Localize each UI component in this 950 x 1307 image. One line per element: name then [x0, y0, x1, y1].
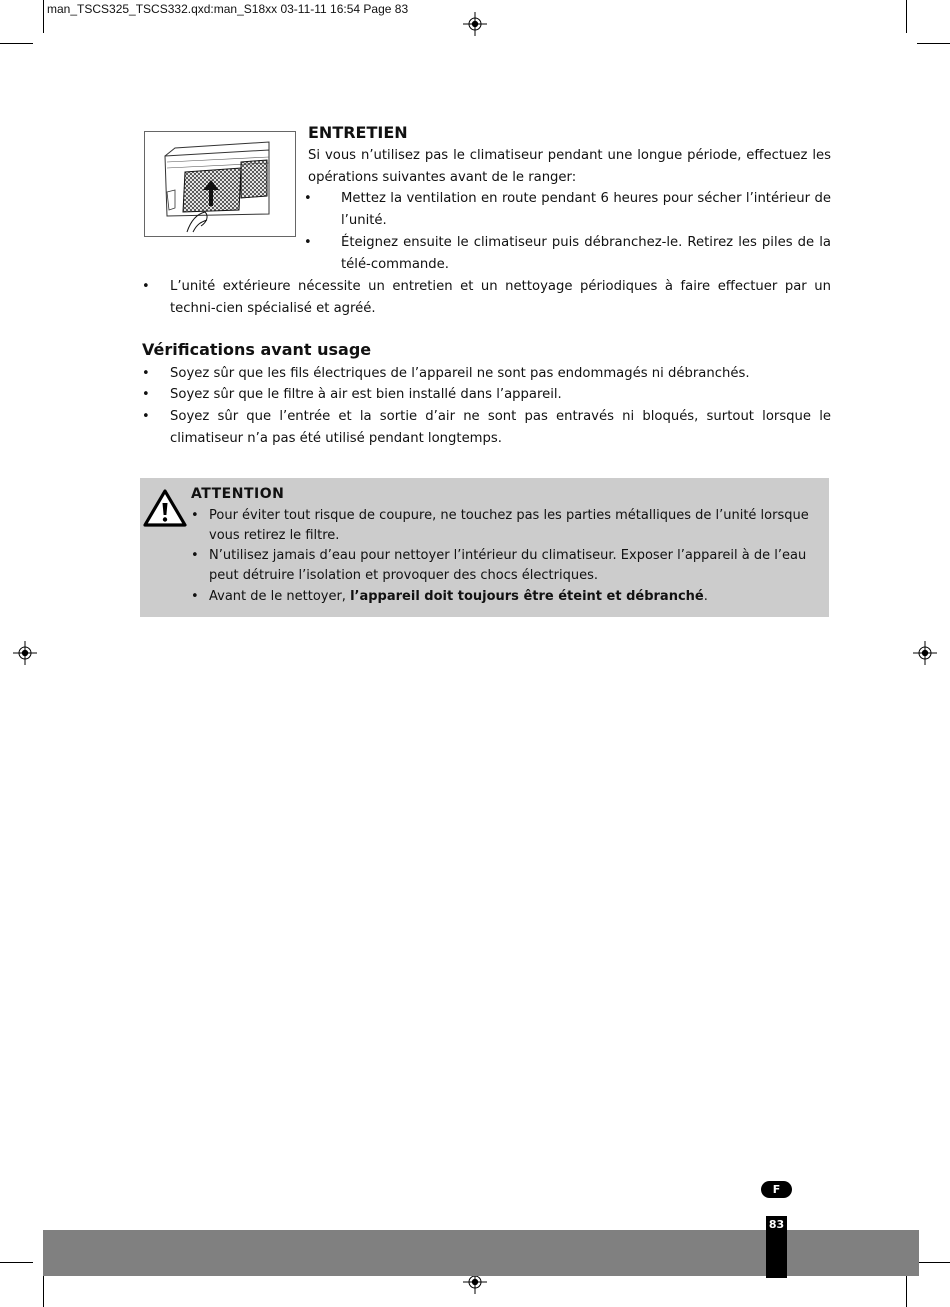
printer-slug: man_TSCS325_TSCS332.qxd:man_S18xx 03-11-11 16:54 Page 83 — [47, 2, 409, 16]
bullet-icon: • — [304, 191, 312, 206]
list-item: N’utilisez jamais d’eau pour nettoyer l’intérieur du climatiseur. Exposer l’appareil à de l’eau peut détruire l’isolation et provoquer des chocs électriques. — [209, 548, 807, 584]
bullet-icon: • — [191, 548, 199, 563]
list-item — [209, 587, 809, 607]
filter-removal-illustration — [144, 131, 296, 237]
bullet-icon: • — [142, 279, 150, 294]
list-item: Soyez sûr que le filtre à air est bien installé dans l’appareil. — [170, 387, 562, 402]
language-badge: F — [761, 1181, 792, 1198]
last-item-suffix: . — [703, 589, 708, 604]
attention-title: ATTENTION — [191, 486, 285, 502]
bullet-icon: • — [191, 508, 199, 523]
entretien-outdoor-item: L’unité extérieure nécessite un entretien et un nettoyage périodiques à faire effectuer par un techni-cien spécialisé et agréé. — [170, 279, 831, 316]
bullet-icon: • — [304, 235, 312, 250]
bullet-icon: • — [142, 366, 150, 381]
bullet-icon: • — [142, 409, 150, 424]
entretien-intro: Si vous n’utilisez pas le climatiseur pendant une longue période, effectuez les opérations suivantes avant de le ranger: — [308, 148, 831, 185]
last-item-bold: l’appareil doit toujours être éteint et débranché — [350, 589, 704, 604]
registration-mark-icon — [463, 12, 487, 36]
registration-mark-icon — [913, 641, 937, 665]
bullet-icon: • — [191, 589, 199, 604]
warning-icon — [143, 489, 187, 527]
list-item: Éteignez ensuite le climatiseur puis débranchez-le. Retirez les piles de la télé-commande. — [341, 235, 831, 272]
bullet-icon: • — [142, 387, 150, 402]
list-item: Soyez sûr que l’entrée et la sortie d’air ne sont pas entravés ni bloqués, surtout lorsque le climatiseur n’a pas été utilisé pendant longtemps. — [170, 409, 831, 446]
footer-bar — [43, 1230, 919, 1276]
last-item-prefix: Avant de le nettoyer, — [209, 589, 351, 604]
registration-mark-icon — [13, 641, 37, 665]
list-item: Pour éviter tout risque de coupure, ne touchez pas les parties métalliques de l’unité lorsque vous retirez le filtre. — [209, 508, 809, 544]
list-item: Mettez la ventilation en route pendant 6 heures pour sécher l’intérieur de l’unité. — [341, 191, 831, 228]
page-number: 83 — [768, 1218, 785, 1231]
list-item: Soyez sûr que les fils électriques de l’appareil ne sont pas endommagés ni débranchés. — [170, 366, 750, 381]
verifications-title: Vérifications avant usage — [142, 340, 372, 359]
entretien-title: ENTRETIEN — [308, 123, 408, 142]
